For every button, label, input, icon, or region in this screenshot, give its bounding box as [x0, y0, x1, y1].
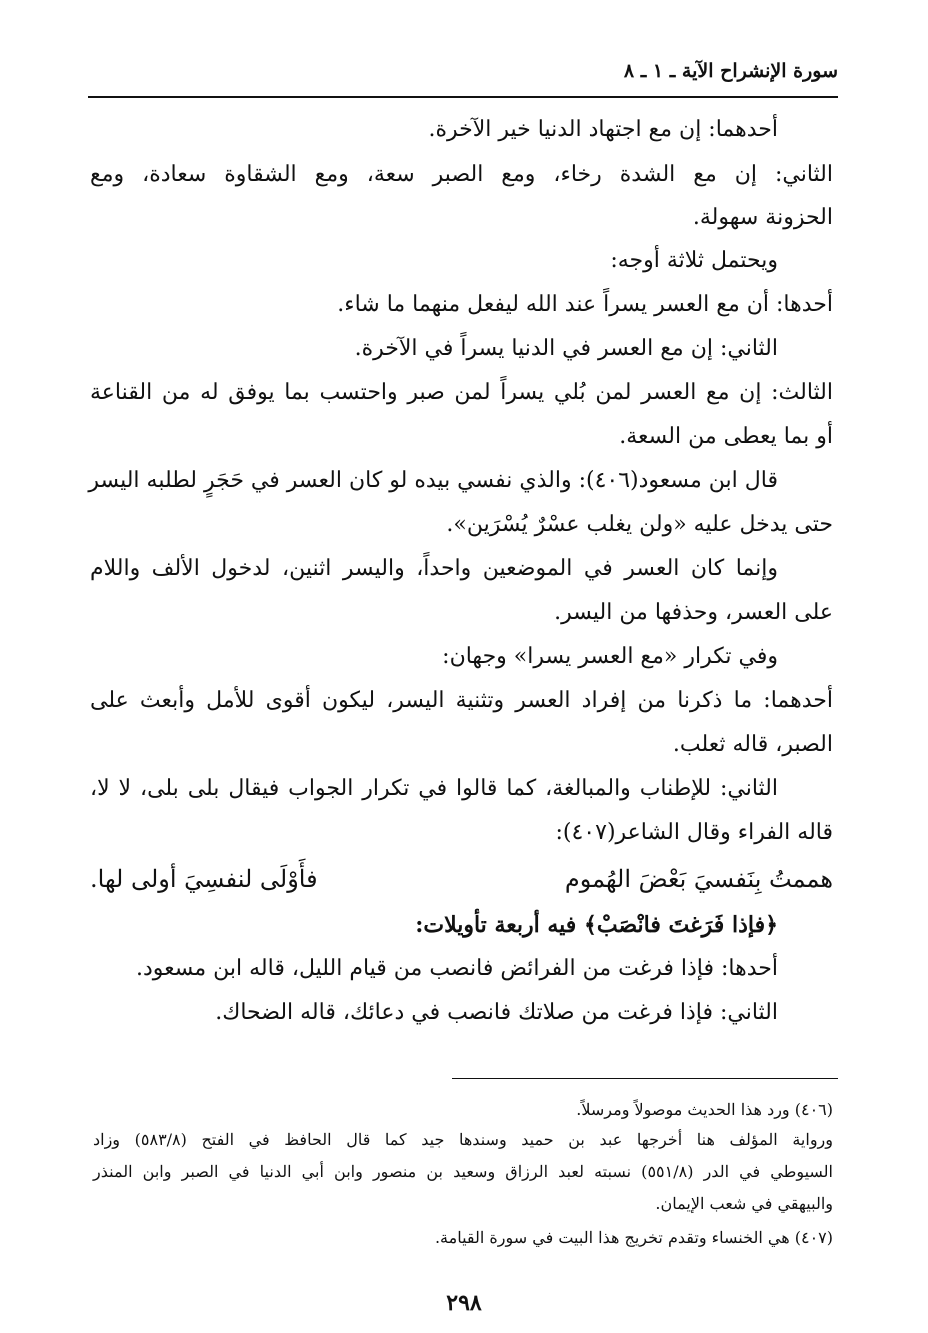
- body-line: أو بما يعطى من السعة.: [619, 424, 833, 449]
- body-line: الحزونة سهولة.: [692, 205, 833, 230]
- body-line: الصبر، قاله ثعلب.: [672, 732, 833, 757]
- footnote-rule: [452, 1078, 838, 1079]
- body-line: أحدها: أن مع العسر يسراً عند الله ليفعل منهما ما شاء.: [337, 292, 833, 317]
- header-title: سورة الإنشراح الآية ـ ١ ـ ٨: [623, 60, 838, 82]
- body-line: حتى يدخل عليه «ولن يغلب عسْرٌ يُسْرَين».: [446, 512, 833, 537]
- page-number: ٢٩٨: [446, 1290, 482, 1316]
- footnote-line: السيوطي في الدر (٥٥١/٨) نسبته لعبد الرزاق وسعيد بن منصور وابن أبي الدنيا في الصبر وابن المنذر: [93, 1162, 834, 1181]
- body-line: الثاني: إن مع الشدة رخاء، ومع الصبر سعة، ومع الشقاوة سعادة، ومع: [90, 162, 833, 187]
- poem-second-half: فأَوْلَى لنفسِيَ أولى لها.: [90, 865, 318, 893]
- body-line: الثالث: إن مع العسر لمن بُلي يسراً لمن صبر واحتسب بما يوفق له من القناعة: [90, 380, 833, 405]
- body-line: أحدها: فإذا فرغت من الفرائض فانصب من قيام الليل، قاله ابن مسعود.: [135, 956, 778, 981]
- body-line: قاله الفراء وقال الشاعر(٤٠٧):: [555, 820, 833, 845]
- body-line: وإنما كان العسر في الموضعين واحداً، واليسر اثنين، لدخول الألف واللام: [90, 556, 778, 581]
- footnote-line: (٤٠٦) ورد هذا الحديث موصولاً ومرسلاً.: [576, 1100, 833, 1119]
- body-line: وفي تكرار «مع العسر يسرا» وجهان:: [442, 644, 778, 669]
- body-line: على العسر، وحذفها من اليسر.: [554, 600, 833, 625]
- footnote-line: ورواية المؤلف هنا أخرجها عبد بن حميد وسندها جيد كما قال الحافظ في الفتح (٥٨٣/٨) وزاد: [93, 1130, 834, 1149]
- body-line: قال ابن مسعود(٤٠٦): والذي نفسي بيده لو كان العسر في حَجَرٍ لطلبه اليسر: [88, 468, 778, 493]
- running-header: [88, 56, 838, 98]
- body-line: الثاني: إن مع العسر في الدنيا يسراً في الآخرة.: [354, 336, 778, 361]
- body-line: ويحتمل ثلاثة أوجه:: [610, 248, 778, 273]
- footnote-line: والبيهقي في شعب الإيمان.: [655, 1194, 833, 1213]
- poem-first-half: هممتُ بِنَفسيَ بَعْضَ الهُموم: [564, 865, 833, 893]
- body-line: أحدهما: إن مع اجتهاد الدنيا خير الآخرة.: [428, 117, 778, 142]
- footnote-line: (٤٠٧) هي الخنساء وتقدم تخريج هذا البيت في سورة القيامة.: [434, 1228, 833, 1247]
- body-line: الثاني: فإذا فرغت من صلاتك فانصب في دعائك، قاله الضحاك.: [215, 1000, 778, 1025]
- body-line: الثاني: للإطناب والمبالغة، كما قالوا في تكرار الجواب فيقال بلى بلى، لا لا،: [90, 776, 778, 801]
- quran-verse-line: ﴿فإذا فَرَغتَ فانْصَبْ﴾ فيه أربعة تأويلات:: [415, 912, 778, 938]
- body-line: أحدهما: ما ذكرنا من إفراد العسر وتثنية اليسر، ليكون أقوى للأمل وأبعث على: [90, 688, 833, 713]
